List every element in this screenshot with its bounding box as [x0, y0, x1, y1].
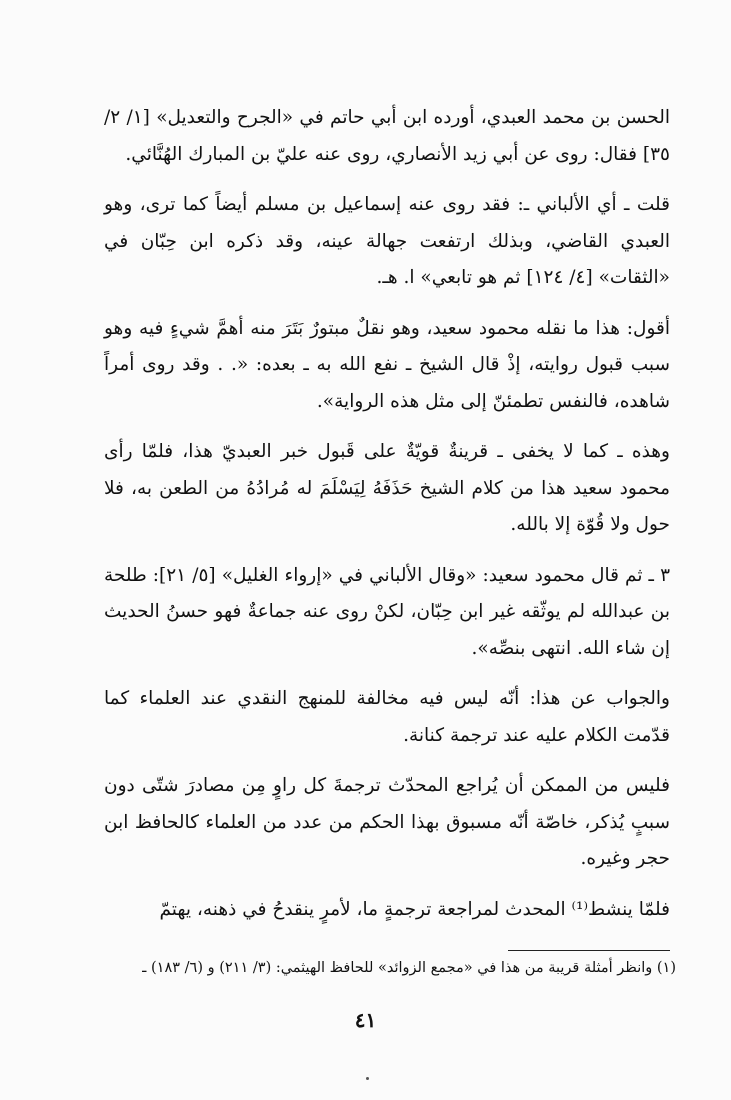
paragraph: وهذه ـ كما لا يخفى ـ قرينةٌ قويّةٌ على قَبول خبر العبديّ هذا، فلمّا رأى محمود سعيد هذا من كلام الشيخ حَذَفَهُ لِيَسْلَمَ له مُرادُهُ من الطعن به، فلا حول ولا قُوّة إلا بالله.: [104, 441, 670, 535]
footnote: (١) وانظر أمثلة قريبة من هذا في «مجمع الزوائد» للحافظ الهيثمي: (٣/ ٢١١) و (٦/ ١٨٣) ـ: [142, 960, 676, 976]
footnote-divider: [508, 950, 670, 951]
paragraph: قلت ـ أي الألباني ـ: فقد روى عنه إسماعيل بن مسلم أيضاً كما ترى، وهو العبدي القاضي، وبذلك ارتفعت جهالة عينه، وقد ذكره ابن حِبّان في «الثقات» [٤/ ١٢٤] ثم هو تابعي» ا. هـ.: [104, 194, 670, 288]
page-number: ٤١: [354, 1008, 377, 1032]
paragraph: فلمّا ينشط⁽¹⁾ المحدث لمراجعة ترجمةٍ ما، لأمرٍ ينقدحُ في ذهنه، يهتمّ: [159, 898, 670, 920]
paragraph: والجواب عن هذا: أنّه ليس فيه مخالفة للمنهج النقدي عند العلماء كما قدّمت الكلام عليه عند ترجمة كنانة.: [104, 688, 670, 746]
paragraph: ٣ ـ ثم قال محمود سعيد: «وقال الألباني في «إرواء الغليل» [٥/ ٢١]: طلحة بن عبدالله لم يوثّقه غير ابن حِبّان، لكنْ روى عنه جماعةٌ فهو حسنُ الحديث إن شاء الله. انتهى بنصِّه».: [104, 564, 671, 659]
scan-speck: [366, 1077, 369, 1080]
paragraph: فليس من الممكن أن يُراجع المحدّث ترجمةَ كل راوٍ مِن مصادرَ شتّى دون سببٍ يُذكر، خاصّة أنّه مسبوق بهذا الحكم من عدد من العلماء كالحافظ ابن حجر وغيره.: [104, 775, 670, 869]
paragraph: أقول: هذا ما نقله محمود سعيد، وهو نقلٌ مبتورٌ بَتَرَ منه أهمَّ شيءٍ فيه وهو سبب قبول روايته، إذْ قال الشيخ ـ نفع الله به ـ بعده: «. . وقد روى أمراً شاهده، فالنفس تطمئنّ إلى مثل هذه الرواية».: [104, 317, 670, 412]
body-text: [104, 100, 670, 942]
paragraph: الحسن بن محمد العبدي، أورده ابن أبي حاتم في «الجرح والتعديل» [١/ ٢/ ٣٥] فقال: روى عن أبي زيد الأنصاري، روى عنه عليّ بن المبارك الهُنَّائي.: [104, 107, 670, 165]
